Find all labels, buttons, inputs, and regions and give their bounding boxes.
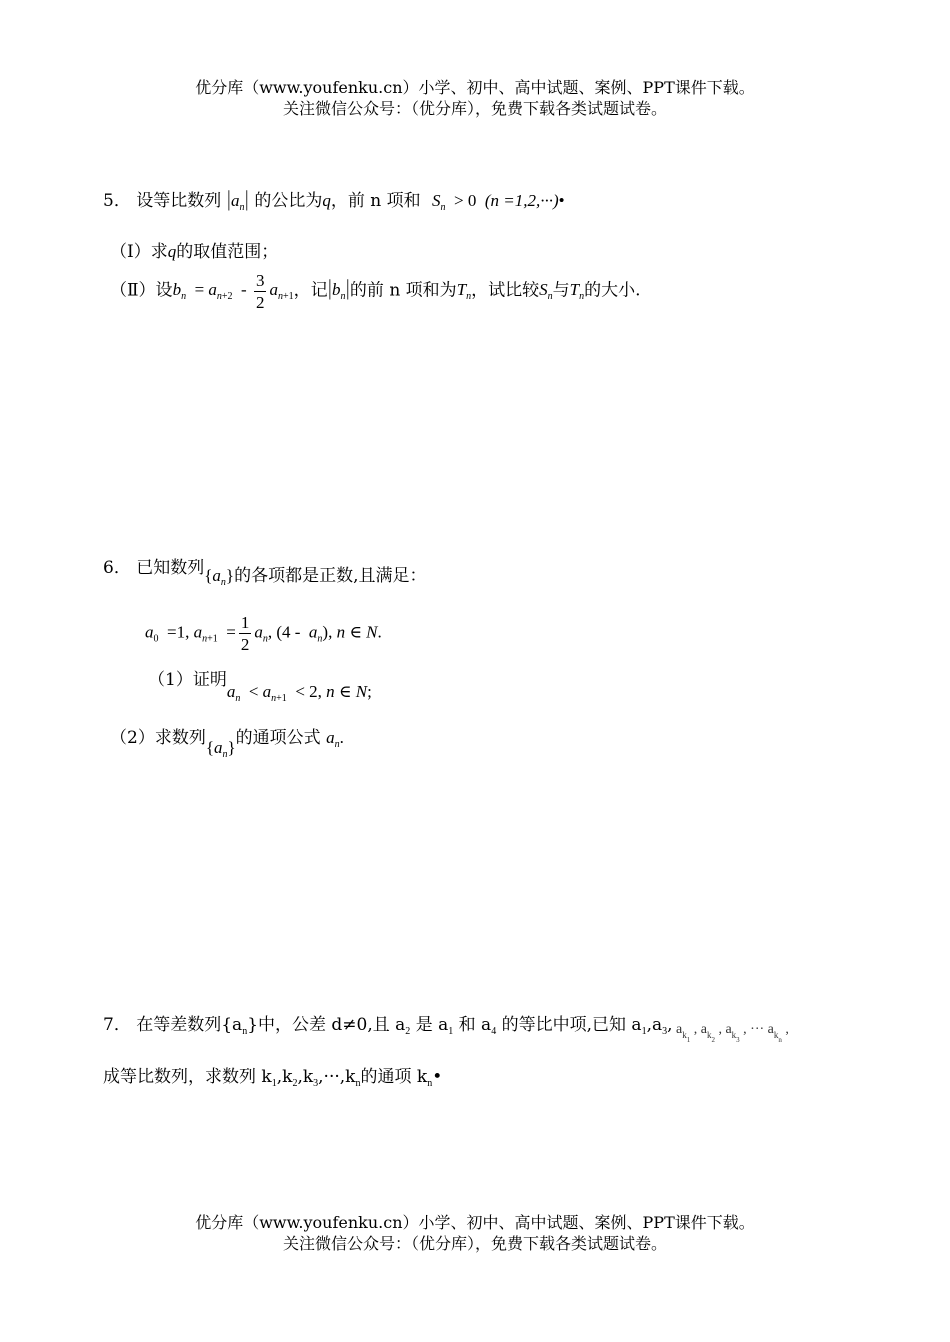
q5-seq-bn: $|b_n|$: [327, 275, 350, 303]
q5-bn-formula: $b_n = a_{n+2}$ - $\frac{3}{2}$ $a_{n+1}$: [172, 271, 294, 312]
q6-an-term: $a_n$.: [326, 728, 344, 750]
q5-end-dot: •: [558, 191, 565, 210]
q5-p2-text-1: ，记: [293, 280, 328, 301]
q5-text-1: 设等比数列: [136, 191, 222, 211]
q6-number: 6．: [103, 558, 131, 578]
q7-stem: 7． 在等差数列$\{a_n\}$中，公差 d≠0,且 $a_2$ 是 $a_1$ 和 $a_4$ 的等比中项,已知 $a_1,a_3$, $a_{k_1}$ , $a_{k_2}$ , $a_{k_3}$ , ··· $a_{k_n}$ ,: [103, 1015, 789, 1044]
q6-part-1: [148, 669, 372, 704]
q6-p1-label: （1）证明: [148, 670, 227, 690]
q6-stem: [103, 557, 427, 588]
q5-tn: $T_n$: [456, 280, 472, 303]
q5-text-2: 的公比为: [254, 191, 323, 211]
q5-n-range: (n =1,2,···): [484, 191, 559, 210]
q6-p2-label: （2）求数列: [110, 728, 206, 748]
q6-part-2: [110, 727, 344, 760]
q5-part-1: [110, 241, 278, 263]
q7-text-6: ,a: [646, 1015, 663, 1035]
q7-text-4: 和 a: [458, 1015, 492, 1035]
q5-sn-condition: $S_n > 0$: [432, 191, 485, 213]
q5-fraction: $\frac{3}{2}$: [255, 271, 265, 312]
q5-p2-text-4: 与: [552, 280, 570, 301]
q5-tn-2: $T_n$: [569, 280, 585, 303]
q7-line2-text-1: 成等比数列，求数列 k: [103, 1067, 272, 1087]
q7-end-dot: •: [432, 1067, 443, 1087]
q7-text-1: 在等差数列{a: [136, 1015, 243, 1035]
q7-number: 7．: [103, 1015, 131, 1035]
q7-line-2: 成等比数列，求数列 $k_1,k_2,k_3,\cdot\cdot\cdot,k_n$的通项 $k_n•$: [103, 1067, 443, 1089]
q5-p2-text-2: 的前 n 项和为: [349, 280, 457, 301]
q6-inequality: $a_n < a_{n+1} < 2$, n ∈ N;: [226, 682, 372, 704]
q7-text-3: 是 a: [415, 1015, 449, 1035]
q6-text-1: 已知数列: [136, 558, 205, 578]
q5-q: q: [322, 191, 331, 210]
q5-sn-2: $S_n$: [539, 280, 553, 303]
q6-fraction: $\frac{1}{2}$: [240, 613, 250, 654]
q6-text-2: 的各项都是正数,且满足：: [234, 566, 427, 586]
q5-number: 5．: [103, 191, 131, 211]
q6-seq-an-2: $\{a_n\}$: [205, 738, 236, 760]
header-line-1: 优分库（www.youfenku.cn）小学、初中、高中试题、案例、PPT课件下载。: [195, 78, 755, 97]
q5-stem: [103, 188, 565, 212]
q6-recurrence: $a_0 =1$, $a_{n+1}$ = $\frac{1}{2}$ $a_n$, $(4 - a_n)$, n ∈ N.: [145, 613, 382, 654]
q5-p1-text: 的取值范围；: [176, 242, 279, 262]
q7-ak-sequence: $a_{k_1}$ , $a_{k_2}$ , $a_{k_3}$ , ··· $a_{k_n}$ ,: [672, 1022, 789, 1044]
q6-seq-an: $\{a_n\}$: [204, 566, 235, 588]
header-line-2: 关注微信公众号：（优分库），免费下载各类试题试卷。: [282, 99, 667, 118]
q5-part-2: [110, 272, 641, 311]
q5-text-3: ，前 n 项和: [330, 191, 421, 211]
q7-text-5: 的等比中项,已知 a: [501, 1015, 642, 1035]
q7-text-2: }中，公差 d≠0,且 a: [247, 1015, 406, 1035]
q5-p2-label: （Ⅱ）设: [110, 280, 173, 301]
q5-p2-text-3: ，试比较: [471, 280, 540, 301]
q5-p1-label: （Ⅰ）求: [110, 242, 168, 262]
footer-line-2: 关注微信公众号：（优分库），免费下载各类试题试卷。: [282, 1234, 667, 1253]
q5-p1-q: q: [167, 242, 177, 261]
page-footer: [0, 1212, 950, 1254]
q5-p2-text-5: 的大小.: [584, 280, 641, 301]
q5-seq-an: $|a_n|$: [226, 186, 249, 213]
footer-line-1: 优分库（www.youfenku.cn）小学、初中、高中试题、案例、PPT课件下载。: [195, 1213, 755, 1232]
page-header: [0, 77, 950, 119]
q6-p2-text: 的通项公式: [235, 728, 321, 748]
q7-line2-text-2: 的通项 k: [360, 1067, 428, 1087]
